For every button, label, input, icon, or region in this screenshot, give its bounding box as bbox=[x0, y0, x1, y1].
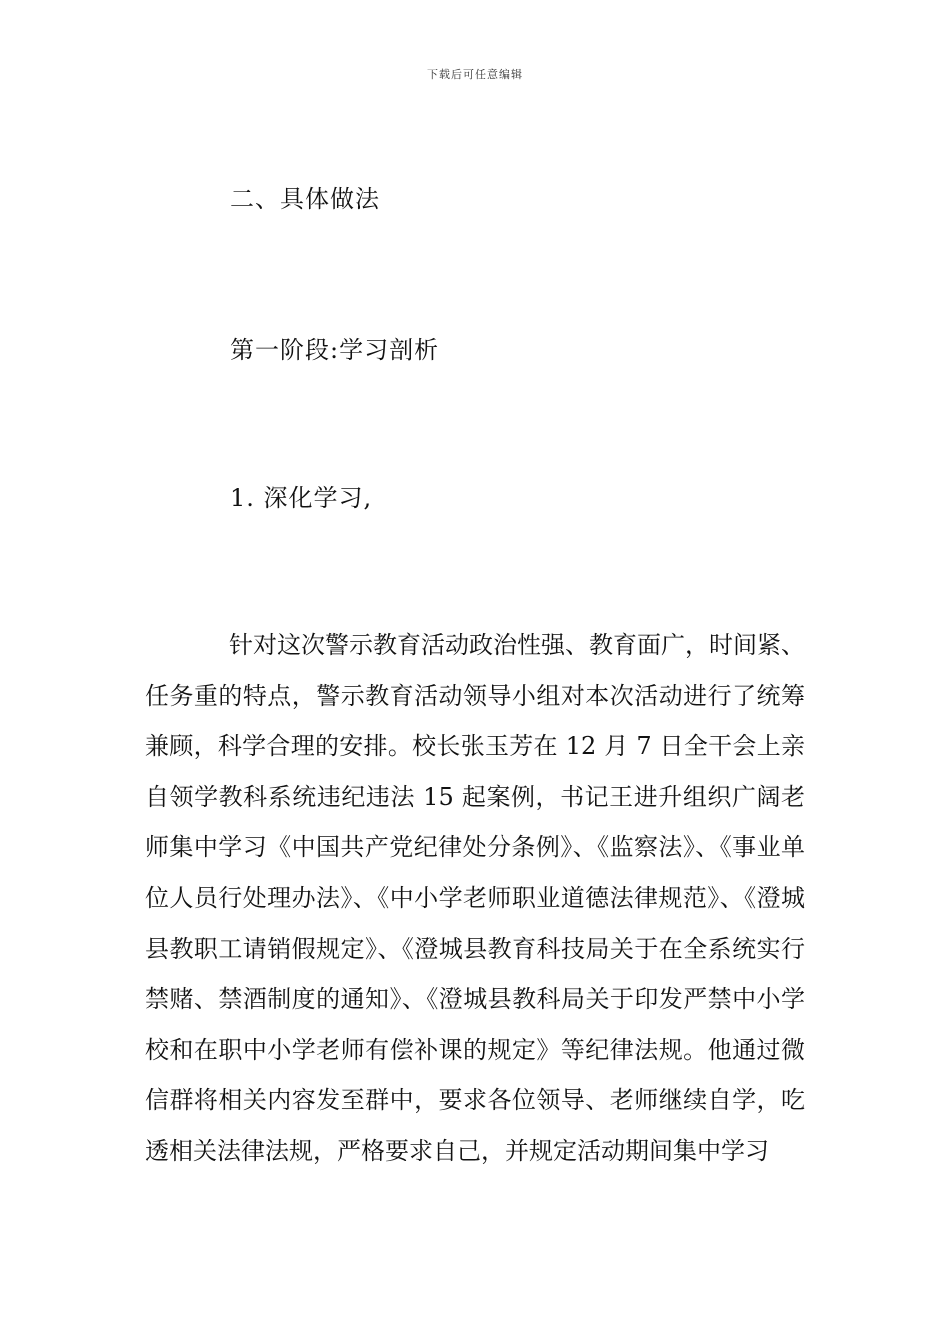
section-heading: 二、具体做法 bbox=[230, 185, 380, 213]
body-paragraph: 针对这次警示教育活动政治性强、教育面广，时间紧、任务重的特点，警示教育活动领导小组对本次活动进行了统筹兼顾，科学合理的安排。校长张玉芳在 12 月 7 日全干会上亲自领学教科系统违纪违法 15 起案例，书记王进升组织广阔老师集中学习《中国共产党纪律处分条例》、《监察法》、《事业单位人员行处理办法》、《中小学老师职业道德法律规范》、《澄城县教职工请销假规定》、《澄城县教育科技局关于在全系统实行禁赌、禁酒制度的通知》、《澄城县教科局关于印发严禁中小学校和在职中小学老师有偿补课的规定》等纪律法规。他通过微信群将相关内容发至群中，要求各位领导、老师继续自学，吃透相关法律法规，严格要求自己，并规定活动期间集中学习 bbox=[145, 631, 805, 1165]
page-header-note: 下载后可任意编辑 bbox=[427, 68, 523, 81]
item-heading: 1. 深化学习, bbox=[230, 484, 373, 512]
stage-heading: 第一阶段:学习剖析 bbox=[230, 336, 440, 364]
